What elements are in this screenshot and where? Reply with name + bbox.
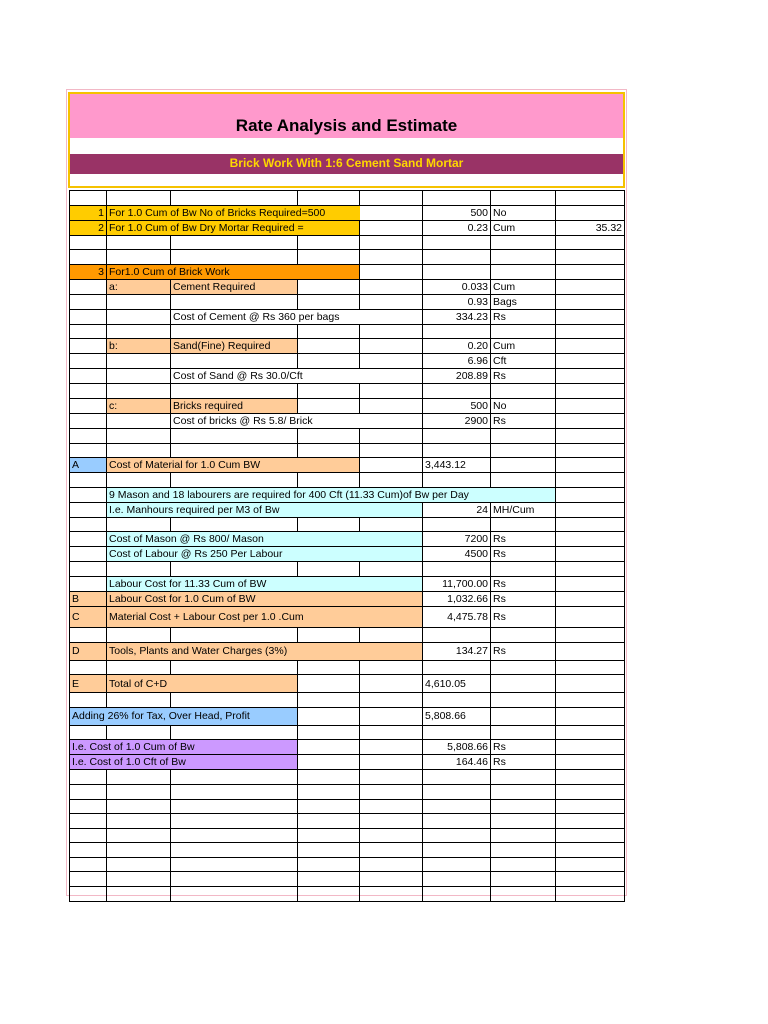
cell-description[interactable]: Cost of Mason @ Rs 800/ Mason [107,532,423,547]
cell-value[interactable]: 5,808.66 [423,740,491,755]
cell-description[interactable]: Cost of bricks @ Rs 5.8/ Brick [171,413,423,428]
cell-description[interactable]: Total of C+D [107,675,298,693]
cell-value[interactable]: 7200 [423,532,491,547]
table-row [70,502,625,517]
table-row [70,843,625,858]
cell-unit[interactable]: No [491,398,556,413]
cell-description[interactable]: Labour Cost for 11.33 Cum of BW [107,576,423,591]
table-row [70,532,625,547]
table-row [70,191,625,206]
cell-value[interactable]: 500 [423,398,491,413]
cell-sub-label[interactable]: a: [107,279,171,294]
cell-item[interactable]: Bricks required [171,398,298,413]
table-row [70,857,625,872]
cell-row-number[interactable]: 2 [70,220,107,235]
table-row [70,707,625,725]
table-row [70,339,625,354]
cell-description[interactable]: Tools, Plants and Water Charges (3%) [107,642,423,660]
cell-unit[interactable]: No [491,205,556,220]
cell-extra-value[interactable]: 35.32 [556,220,625,235]
table-row [70,606,625,627]
table-row [70,887,625,902]
table-row [70,369,625,384]
cell-unit[interactable]: Rs [491,576,556,591]
cell-unit[interactable]: Rs [491,547,556,562]
cell-unit[interactable]: Rs [491,591,556,606]
table-row [70,642,625,660]
cell-value[interactable]: 24 [423,502,491,517]
cell-unit[interactable]: Rs [491,755,556,770]
cell-row-number[interactable]: 3 [70,264,107,279]
table-row [70,799,625,814]
cell-unit[interactable]: Cum [491,220,556,235]
table-row [70,693,625,708]
cell-description[interactable]: I.e. Cost of 1.0 Cft of Bw [70,755,298,770]
table-row [70,384,625,399]
cell-value[interactable]: 11,700.00 [423,576,491,591]
cell-value[interactable]: 2900 [423,413,491,428]
cell-value[interactable]: 3,443.12 [423,458,491,473]
table-row [70,264,625,279]
cell-unit[interactable]: Rs [491,642,556,660]
cell-description[interactable]: I.e. Manhours required per M3 of Bw [107,502,423,517]
table-row [70,814,625,829]
cell-description[interactable]: Adding 26% for Tax, Over Head, Profit [70,707,298,725]
subtitle-area [68,138,625,188]
table-row [70,872,625,887]
table-row [70,354,625,369]
table-row [70,309,625,324]
cell-unit[interactable]: Cum [491,279,556,294]
cell-description[interactable]: Cost of Labour @ Rs 250 Per Labour [107,547,423,562]
cell-unit[interactable]: Cum [491,339,556,354]
cell-value[interactable]: 164.46 [423,755,491,770]
table-row [70,220,625,235]
cell-value[interactable]: 0.033 [423,279,491,294]
cell-description[interactable]: For1.0 Cum of Brick Work [107,264,360,279]
table-row [70,398,625,413]
cell-value[interactable]: 4500 [423,547,491,562]
table-row [70,205,625,220]
table-row [70,279,625,294]
cell-sub-label[interactable]: b: [107,339,171,354]
cell-value[interactable]: 134.27 [423,642,491,660]
table-row [70,294,625,309]
cell-description[interactable]: For 1.0 Cum of Bw Dry Mortar Required = [107,220,360,235]
table-row [70,755,625,770]
table-row [70,740,625,755]
cell-value[interactable]: 0.23 [423,220,491,235]
title-banner [68,92,625,138]
cell-unit[interactable]: Rs [491,413,556,428]
cell-description[interactable]: Cost of Sand @ Rs 30.0/Cft [171,369,423,384]
subtitle-banner [70,154,623,174]
table-row [70,413,625,428]
cell-value[interactable]: 500 [423,205,491,220]
cell-unit[interactable]: Cft [491,354,556,369]
cell-unit[interactable]: Rs [491,309,556,324]
table-row [70,517,625,532]
cell-section-label[interactable]: C [70,606,107,627]
estimate-table [69,190,625,902]
table-row [70,562,625,577]
table-row [70,770,625,785]
table-row [70,458,625,473]
cell-value[interactable]: 0.20 [423,339,491,354]
cell-unit[interactable]: Rs [491,606,556,627]
table-row [70,828,625,843]
table-row [70,576,625,591]
table-row [70,443,625,458]
table-row [70,547,625,562]
table-row [70,675,625,693]
cell-item[interactable]: Cement Required [171,279,298,294]
cell-value[interactable]: 5,808.66 [423,707,491,725]
cell-value[interactable]: 0.93 [423,294,491,309]
cell-unit[interactable]: MH/Cum [491,502,556,517]
table-row [70,235,625,250]
table-row [70,591,625,606]
cell-unit[interactable]: Rs [491,532,556,547]
cell-section-label[interactable]: B [70,591,107,606]
cell-item[interactable]: Sand(Fine) Required [171,339,298,354]
table-row [70,725,625,740]
cell-description[interactable]: 9 Mason and 18 labourers are required for 400 Cft (11.33 Cum)of Bw per Day [107,487,556,502]
table-row [70,428,625,443]
cell-description[interactable]: Material Cost + Labour Cost per 1.0 .Cum [107,606,423,627]
table-row [70,627,625,642]
cell-value[interactable]: 4,475.78 [423,606,491,627]
cell-unit[interactable]: Rs [491,740,556,755]
page-title: Rate Analysis and Estimate [235,116,458,135]
cell-value[interactable]: 208.89 [423,369,491,384]
cell-description[interactable]: Labour Cost for 1.0 Cum of BW [107,591,423,606]
table-row [70,660,625,675]
cell-section-label[interactable]: E [70,675,107,693]
table-row [70,487,625,502]
cell-value[interactable]: 1,032.66 [423,591,491,606]
cell-description[interactable]: I.e. Cost of 1.0 Cum of Bw [70,740,298,755]
table-row [70,324,625,339]
cell-section-label[interactable]: A [70,458,107,473]
table-row [70,473,625,488]
cell-value[interactable]: 4,610.05 [423,675,491,693]
cell-description[interactable]: Cost of Cement @ Rs 360 per bags [171,309,423,324]
cell-row-number[interactable]: 1 [70,205,107,220]
cell-sub-label[interactable]: c: [107,398,171,413]
table-row [70,250,625,265]
cell-section-label[interactable]: D [70,642,107,660]
cell-description[interactable]: Cost of Material for 1.0 Cum BW [107,458,360,473]
cell-description[interactable]: For 1.0 Cum of Bw No of Bricks Required=500 [107,205,360,220]
cell-unit[interactable]: Rs [491,369,556,384]
cell-value[interactable]: 334.23 [423,309,491,324]
cell-value[interactable]: 6.96 [423,354,491,369]
table-row [70,784,625,799]
page-subtitle: Brick Work With 1:6 Cement Sand Mortar [229,156,464,170]
cell-unit[interactable]: Bags [491,294,556,309]
